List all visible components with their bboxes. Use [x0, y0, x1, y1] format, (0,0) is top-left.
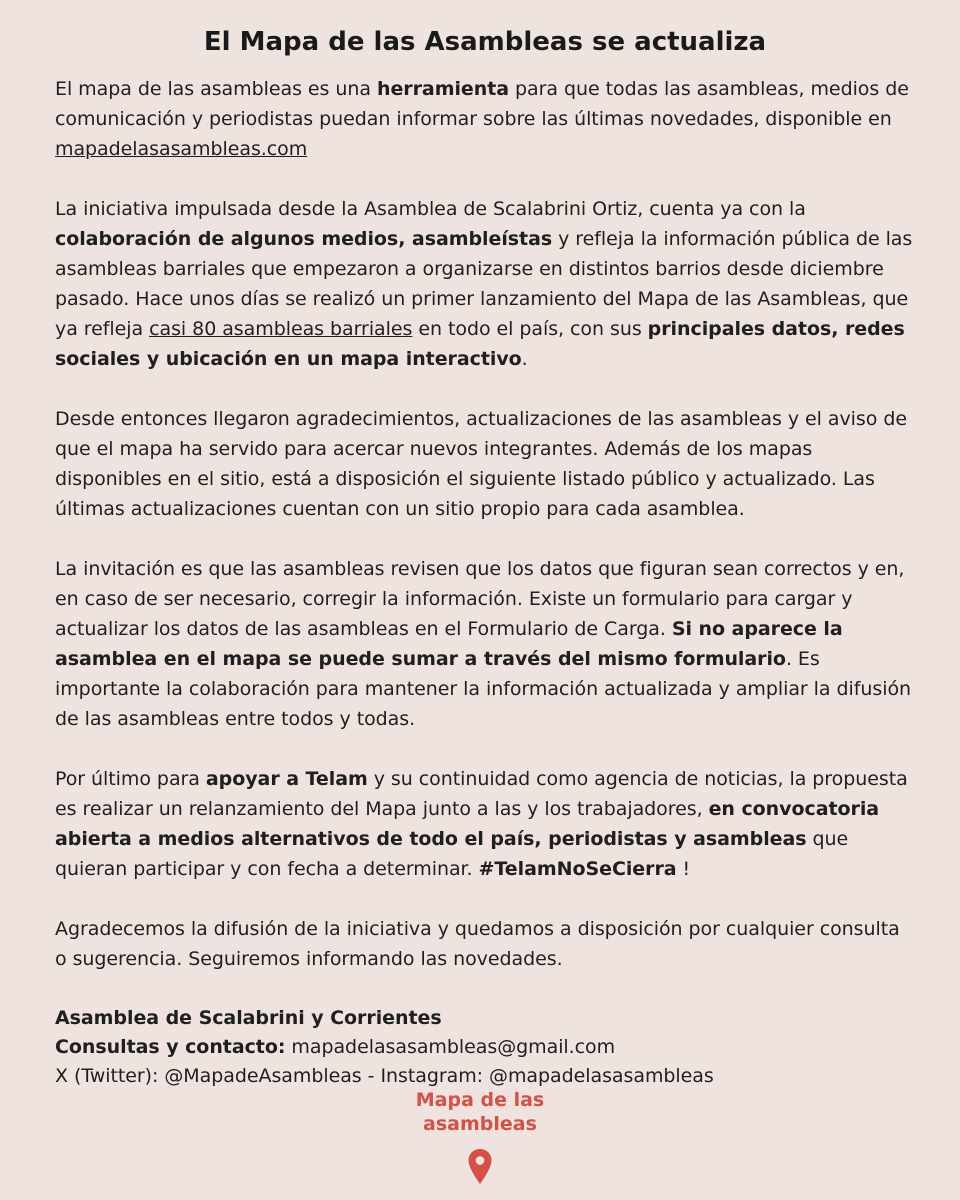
link-text[interactable]: casi 80 asambleas barriales	[149, 318, 413, 340]
bold-text: #TelamNoSeCierra	[478, 858, 677, 880]
text-run: .	[521, 348, 528, 370]
logo-line-1: Mapa de las	[415, 1089, 545, 1111]
text-run: Por último para	[55, 768, 206, 790]
contact-label: Consultas y contacto:	[55, 1036, 286, 1058]
text-run: en todo el país, con sus	[412, 318, 648, 340]
text-run: Agradecemos la difusión de la iniciativa y quedamos a disposición por cualquier consulta o sugerencia. Seguiremos informando las novedades.	[55, 918, 900, 970]
bold-text: herramienta	[376, 78, 510, 100]
text-run: y refleja la información pública de las asambleas barriales que empezaron a organizarse en distintos barrios desde diciembre pasado. Hace unos días se realizó un primer lanzamiento del Mapa de las Asambleas, que ya refleja	[55, 228, 913, 340]
bold-text: principales datos, redes sociales y ubicación en un mapa interactivo	[55, 318, 905, 370]
document	[55, 22, 915, 1091]
paragraph-4	[55, 554, 915, 734]
signature-social: X (Twitter): @MapadeAsambleas - Instagram: @mapadelasasambleas	[55, 1065, 714, 1087]
paragraph-5	[55, 764, 915, 884]
contact-email[interactable]: mapadelasasambleas@gmail.com	[291, 1036, 616, 1058]
signature-name: Asamblea de Scalabrini y Corrientes	[55, 1007, 442, 1029]
text-run: El mapa de las asambleas es una	[55, 78, 377, 100]
signature-contact	[55, 1033, 915, 1062]
logo-line-2: asambleas	[423, 1113, 537, 1135]
text-run: y su continuidad como agencia de noticias, la propuesta es realizar un relanzamiento del Mapa junto a las y los trabajadores,	[55, 768, 908, 820]
bold-text: en convocatoria abierta a medios alternativos de todo el país, periodistas y asambleas	[55, 798, 880, 850]
text-run: . Es importante la colaboración para mantener la información actualizada y ampliar la difusión de las asambleas entre todos y todas.	[55, 648, 912, 730]
bold-text: apoyar a Telam	[205, 768, 368, 790]
text-run: !	[676, 858, 691, 880]
body-text	[55, 74, 915, 974]
logo	[0, 1088, 960, 1186]
bold-text: colaboración de algunos medios, asambleístas	[55, 228, 553, 250]
text-run: para que todas las asambleas, medios de comunicación y periodistas puedan informar sobre las últimas novedades, disponible en	[55, 78, 909, 130]
paragraph-1	[55, 74, 915, 164]
text-run: Desde entonces llegaron agradecimientos, actualizaciones de las asambleas y el aviso de que el mapa ha servido para acercar nuevos integrantes. Además de los mapas disponibles en el sitio, está a disposición el siguiente listado público y actualizado. Las últimas actualizaciones cuentan con un sitio propio para cada asamblea.	[55, 408, 907, 520]
text-run: La iniciativa impulsada desde la Asamblea de Scalabrini Ortiz, cuenta ya con la	[55, 198, 806, 220]
paragraph-6	[55, 914, 915, 974]
signature-block	[55, 1004, 915, 1091]
link-text[interactable]: mapadelasasambleas.com	[55, 138, 308, 160]
text-run: que quieran participar y con fecha a determinar.	[55, 828, 849, 880]
map-pin-icon	[467, 1148, 493, 1186]
paragraph-2	[55, 194, 915, 374]
text-run: La invitación es que las asambleas revisen que los datos que figuran sean correctos y en, en caso de ser necesario, corregir la información. Existe un formulario para cargar y actualizar los datos de las asambleas en el Formulario de Carga.	[55, 558, 905, 640]
bold-text: Si no aparece la asamblea en el mapa se puede sumar a través del mismo formulario	[55, 618, 843, 670]
page-title: El Mapa de las Asambleas se actualiza	[203, 27, 767, 57]
paragraph-3	[55, 404, 915, 524]
